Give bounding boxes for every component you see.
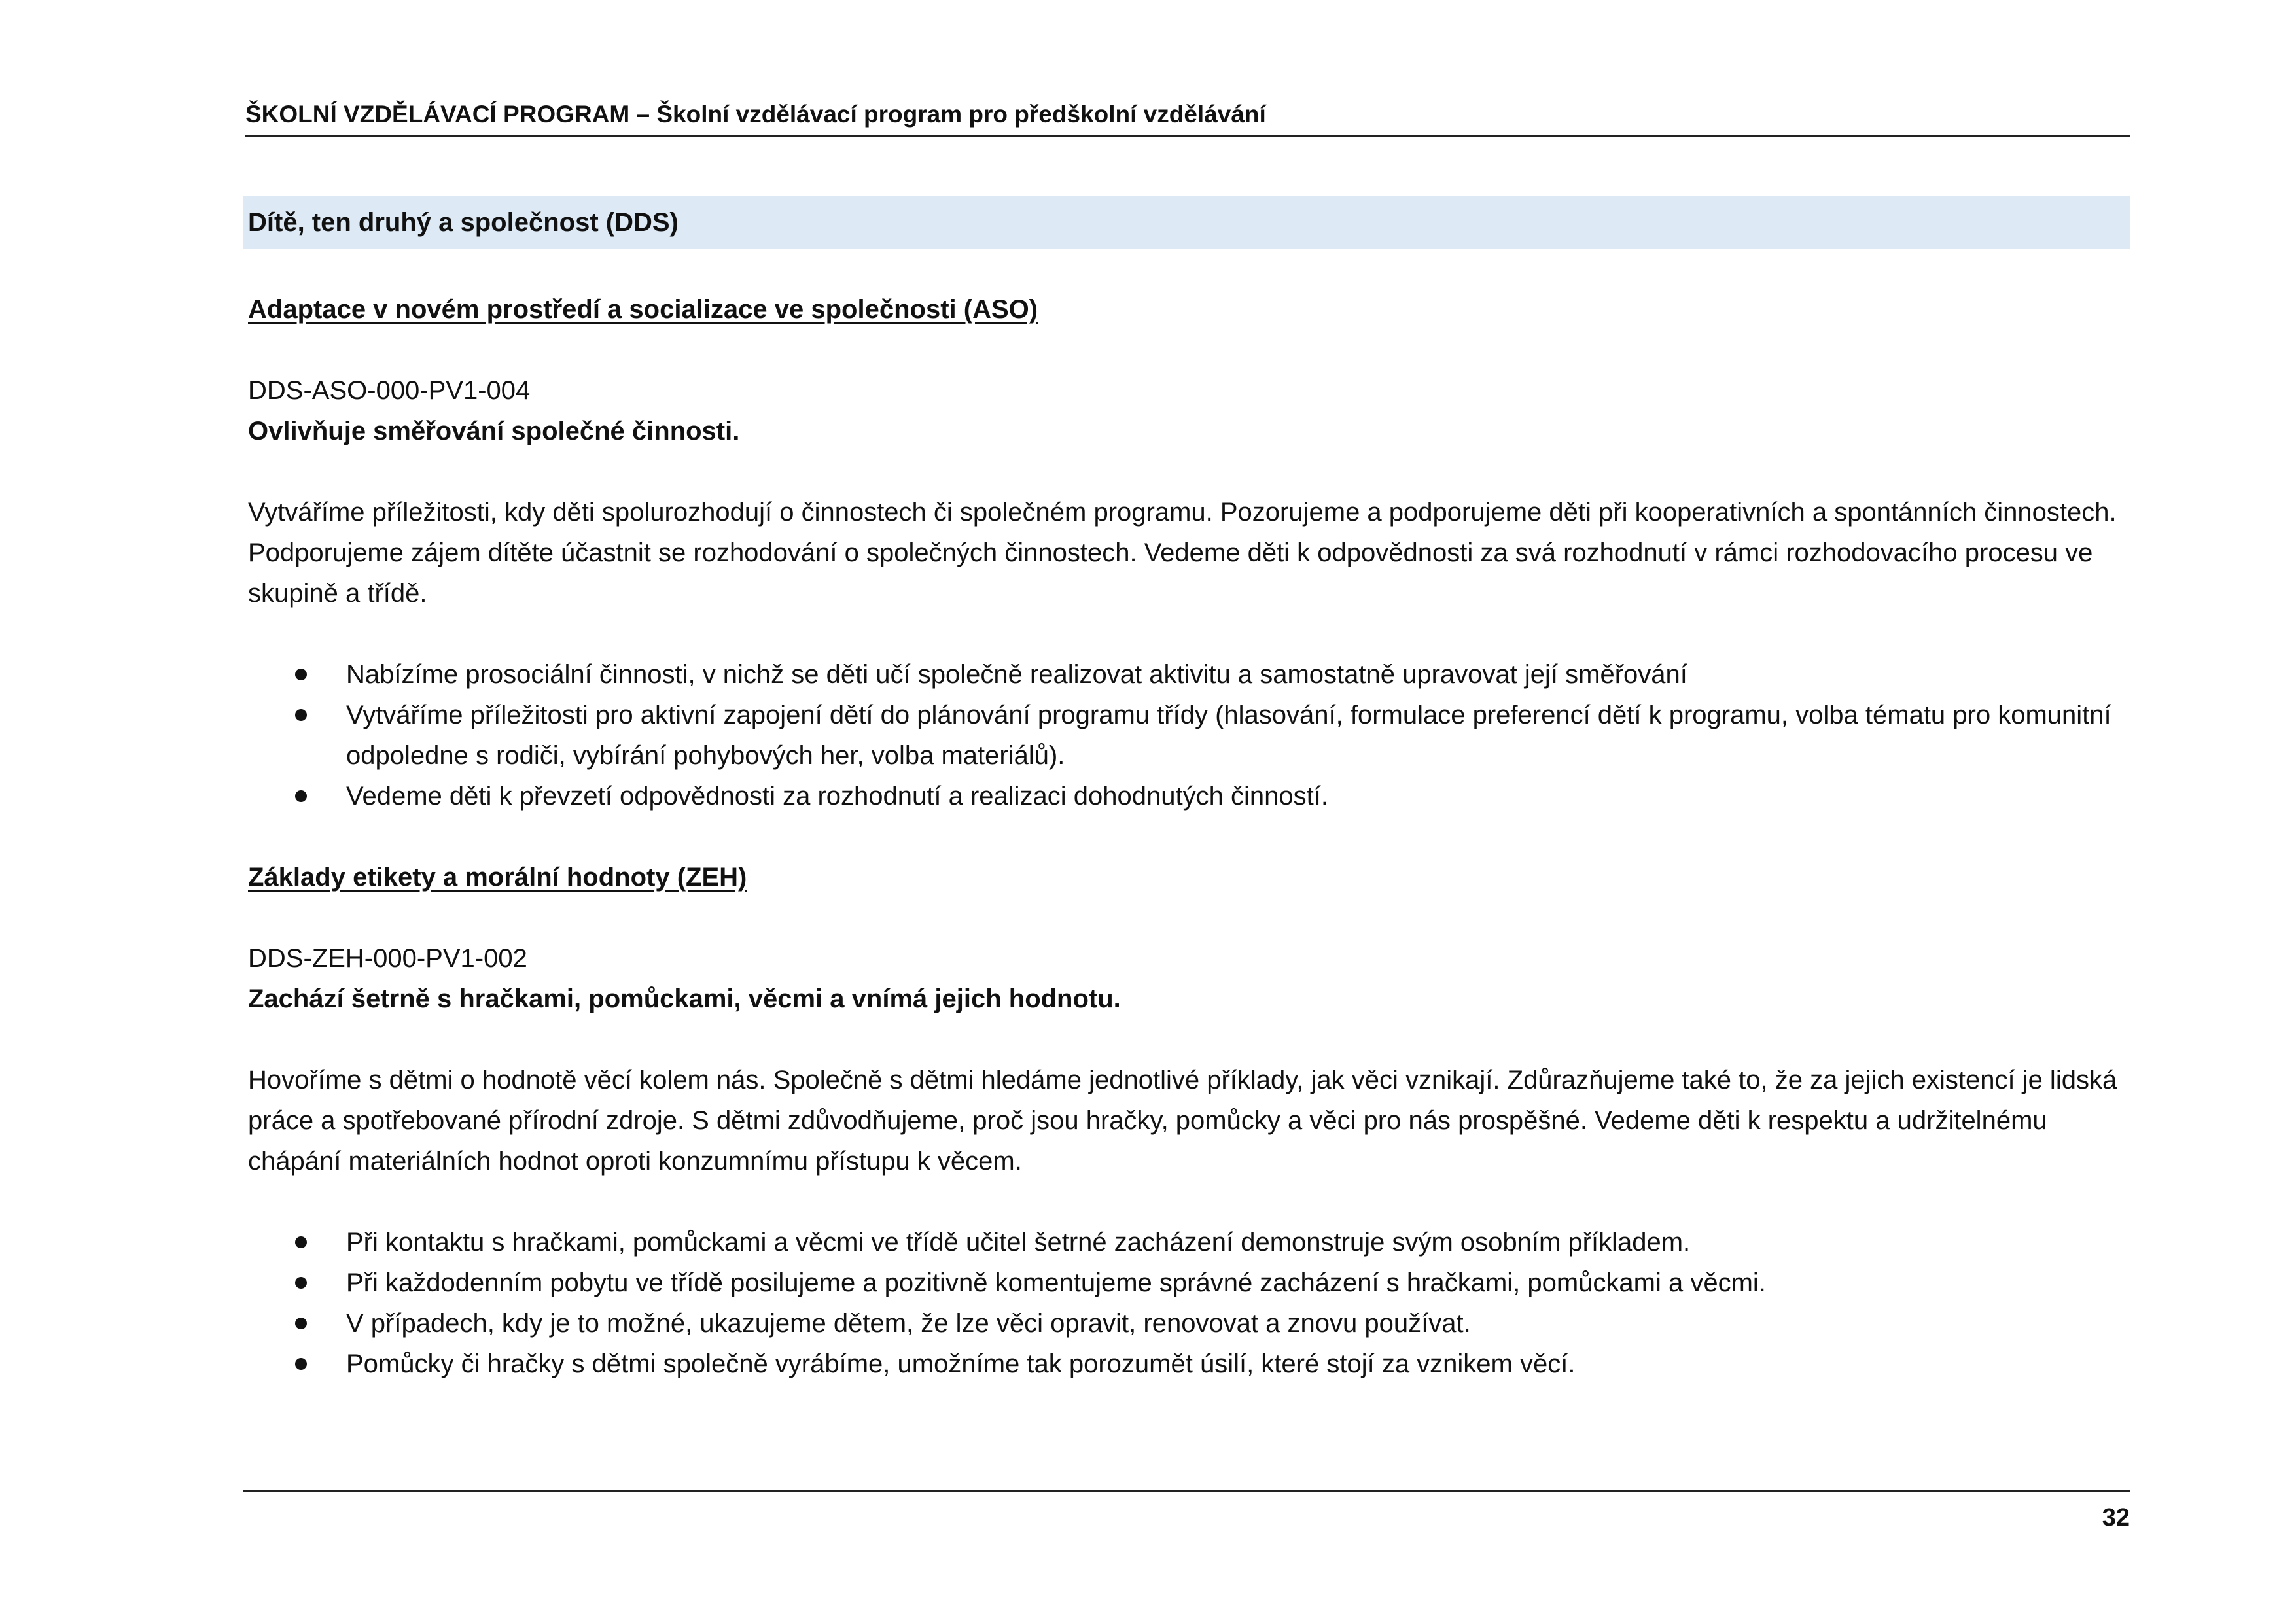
- bullet-icon: [295, 790, 307, 802]
- list-item-text: Při kontaktu s hračkami, pomůckami a věcmi ve třídě učitel šetrné zacházení demonstruje svým osobním příkladem.: [346, 1228, 1691, 1257]
- list-item: [248, 1303, 2130, 1344]
- description-paragraph: Hovoříme s dětmi o hodnotě věcí kolem nás. Společně s dětmi hledáme jednotlivé příklady, jak věci vznikají. Zdůrazňujeme také to, že za jejich existencí je lidská práce a spotřebované přírodní zdroje. S dětmi zdůvodňujeme, proč jsou hračky, pomůcky a věci pro nás prospěšné. Vedeme děti k respektu a udržitelnému chápání materiálních hodnot oproti konzumnímu přístupu k věcem.: [248, 1066, 2117, 1176]
- bullet-list: [248, 654, 2130, 816]
- list-item: [248, 776, 2130, 816]
- list-item-text: Nabízíme prosociální činnosti, v nichž se děti učí společně realizovat aktivitu a samostatně upravovat její směřování: [346, 660, 1687, 689]
- bullet-icon: [295, 1358, 307, 1370]
- list-item: [248, 654, 2130, 695]
- list-item-text: Pomůcky či hračky s dětmi společně vyrábíme, umožníme tak porozumět úsilí, které stojí za vznikem věcí.: [346, 1350, 1576, 1378]
- bullet-icon: [295, 709, 307, 721]
- list-item: [248, 1222, 2130, 1263]
- page-number: 32: [2102, 1504, 2130, 1531]
- bullet-icon: [295, 1277, 307, 1289]
- list-item: [248, 695, 2130, 776]
- bullet-list: [248, 1222, 2130, 1384]
- footer-divider: [243, 1490, 2130, 1492]
- outcome-code: DDS-ZEH-000-PV1-002: [248, 944, 527, 973]
- bullet-icon: [295, 1236, 307, 1248]
- section-title: Dítě, ten druhý a společnost (DDS): [248, 208, 679, 237]
- list-item-text: Vedeme děti k převzetí odpovědnosti za rozhodnutí a realizaci dohodnutých činností.: [346, 782, 1328, 811]
- document-title: ŠKOLNÍ VZDĚLÁVACÍ PROGRAM – Školní vzdělávací program pro předškolní vzdělávání: [245, 101, 1266, 128]
- description-paragraph: Vytváříme příležitosti, kdy děti spolurozhodují o činnostech či společném programu. Pozorujeme a podporujeme děti při kooperativních a spontánních činnostech. Podporujeme zájem dítěte účastnit se rozhodování o společných činnostech. Vedeme děti k odpovědnosti za svá rozhodnutí v rámci rozhodovacího procesu ve skupině a třídě.: [248, 498, 2117, 608]
- main-content: [248, 289, 2130, 1384]
- outcome-statement: Zachází šetrně s hračkami, pomůckami, věcmi a vnímá jejich hodnotu.: [248, 985, 1121, 1013]
- page-header: [245, 98, 2130, 137]
- list-item: [248, 1344, 2130, 1384]
- list-item-text: Vytváříme příležitosti pro aktivní zapojení dětí do plánování programu třídy (hlasování, formulace preferencí dětí k programu, volba tématu pro komunitní odpoledne s rodiči, vybírání pohybových her, volba materiálů).: [346, 701, 2111, 770]
- list-item-text: Při každodenním pobytu ve třídě posilujeme a pozitivně komentujeme správné zacházení s hračkami, pomůckami a věcmi.: [346, 1268, 1766, 1297]
- outcome-code: DDS-ASO-000-PV1-004: [248, 376, 531, 405]
- sub-heading-zeh: Základy etikety a morální hodnoty (ZEH): [248, 863, 747, 892]
- sub-heading-aso: Adaptace v novém prostředí a socializace ve společnosti (ASO): [248, 295, 1038, 324]
- list-item: [248, 1263, 2130, 1303]
- bullet-icon: [295, 1318, 307, 1329]
- bullet-icon: [295, 669, 307, 680]
- section-title-band: [243, 196, 2130, 249]
- outcome-statement: Ovlivňuje směřování společné činnosti.: [248, 417, 740, 445]
- list-item-text: V případech, kdy je to možné, ukazujeme dětem, že lze věci opravit, renovovat a znovu používat.: [346, 1309, 1471, 1338]
